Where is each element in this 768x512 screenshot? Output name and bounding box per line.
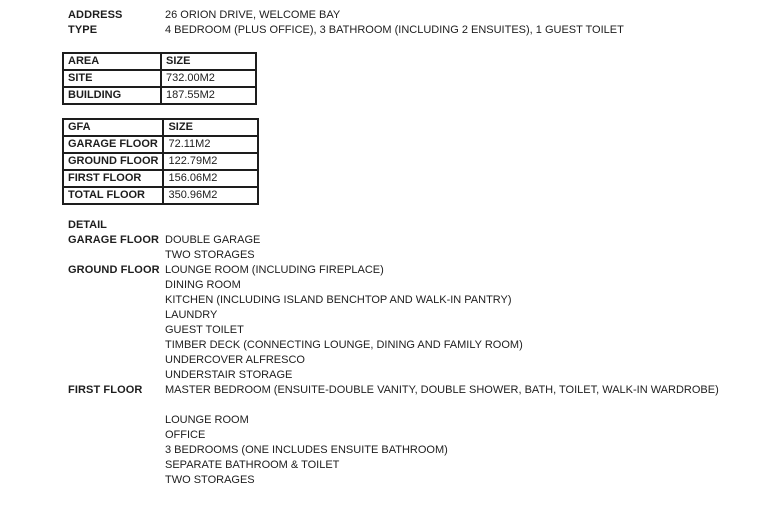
detail-first-floor-label: FIRST FLOOR [68, 384, 143, 396]
detail-row [68, 428, 748, 443]
gfa-table [62, 118, 259, 205]
detail-item: MASTER BEDROOM (ENSUITE-DOUBLE VANITY, DOUBLE SHOWER, BATH, TOILET, WALK-IN WARDROBE) [165, 384, 719, 396]
detail-item: TWO STORAGES [165, 474, 255, 486]
table-row [63, 70, 256, 87]
address-value: 26 ORION DRIVE, WELCOME BAY [165, 9, 341, 21]
total-floor-label-cell: TOTAL FLOOR [63, 187, 163, 204]
detail-item: OFFICE [165, 429, 206, 441]
detail-item: KITCHEN (INCLUDING ISLAND BENCHTOP AND WALK-IN PANTRY) [165, 294, 512, 306]
size-header-cell: SIZE [163, 119, 258, 136]
detail-item: TWO STORAGES [165, 249, 255, 261]
site-label-cell: SITE [63, 70, 161, 87]
area-table-header-row [63, 53, 256, 70]
address-row [68, 8, 748, 23]
spacer [68, 38, 748, 52]
ground-floor-value-cell: 122.79M2 [163, 153, 258, 170]
detail-item: SEPARATE BATHROOM & TOILET [165, 459, 340, 471]
detail-row [68, 248, 748, 263]
table-row [63, 170, 258, 187]
header-block [68, 8, 748, 38]
spacer [68, 205, 748, 218]
first-floor-label-cell: FIRST FLOOR [63, 170, 163, 187]
detail-row [68, 473, 748, 488]
detail-row [68, 368, 748, 383]
detail-garage-floor-label: GARAGE FLOOR [68, 234, 160, 246]
table-row [63, 87, 256, 104]
detail-section [68, 218, 748, 488]
garage-floor-value-cell: 72.11M2 [163, 136, 258, 153]
detail-row [68, 338, 748, 353]
table-row [63, 136, 258, 153]
detail-row [68, 383, 748, 398]
detail-row [68, 293, 748, 308]
first-floor-value-cell: 156.06M2 [163, 170, 258, 187]
table-row [63, 187, 258, 204]
detail-item: 3 BEDROOMS (ONE INCLUDES ENSUITE BATHROOM) [165, 444, 448, 456]
detail-row [68, 353, 748, 368]
detail-row [68, 308, 748, 323]
detail-title: DETAIL [68, 219, 107, 231]
detail-item: LOUNGE ROOM (INCLUDING FIREPLACE) [165, 264, 384, 276]
address-label: ADDRESS [68, 9, 123, 21]
detail-row [68, 278, 748, 293]
garage-floor-label-cell: GARAGE FLOOR [63, 136, 163, 153]
table-row [63, 153, 258, 170]
detail-row [68, 458, 748, 473]
detail-item: GUEST TOILET [165, 324, 244, 336]
detail-row [68, 413, 748, 428]
building-value-cell: 187.55M2 [161, 87, 256, 104]
detail-row-blank [68, 398, 748, 413]
detail-row [68, 263, 748, 278]
type-row [68, 23, 748, 38]
detail-item: TIMBER DECK (CONNECTING LOUNGE, DINING AND FAMILY ROOM) [165, 339, 523, 351]
site-value-cell: 732.00M2 [161, 70, 256, 87]
detail-row [68, 323, 748, 338]
detail-item: DINING ROOM [165, 279, 241, 291]
detail-item: UNDERSTAIR STORAGE [165, 369, 293, 381]
gfa-header-cell: GFA [63, 119, 163, 136]
size-header-cell: SIZE [161, 53, 256, 70]
area-header-cell: AREA [63, 53, 161, 70]
detail-row [68, 233, 748, 248]
total-floor-value-cell: 350.96M2 [163, 187, 258, 204]
detail-item: UNDERCOVER ALFRESCO [165, 354, 305, 366]
detail-item: DOUBLE GARAGE [165, 234, 261, 246]
gfa-table-header-row [63, 119, 258, 136]
detail-ground-floor-label: GROUND FLOOR [68, 264, 160, 276]
type-label: TYPE [68, 24, 98, 36]
detail-item: LOUNGE ROOM [165, 414, 249, 426]
type-value: 4 BEDROOM (PLUS OFFICE), 3 BATHROOM (INCLUDING 2 ENSUITES), 1 GUEST TOILET [165, 24, 624, 36]
detail-item: LAUNDRY [165, 309, 218, 321]
ground-floor-label-cell: GROUND FLOOR [63, 153, 163, 170]
detail-row [68, 443, 748, 458]
building-label-cell: BUILDING [63, 87, 161, 104]
area-table [62, 52, 257, 105]
spacer [68, 105, 748, 118]
